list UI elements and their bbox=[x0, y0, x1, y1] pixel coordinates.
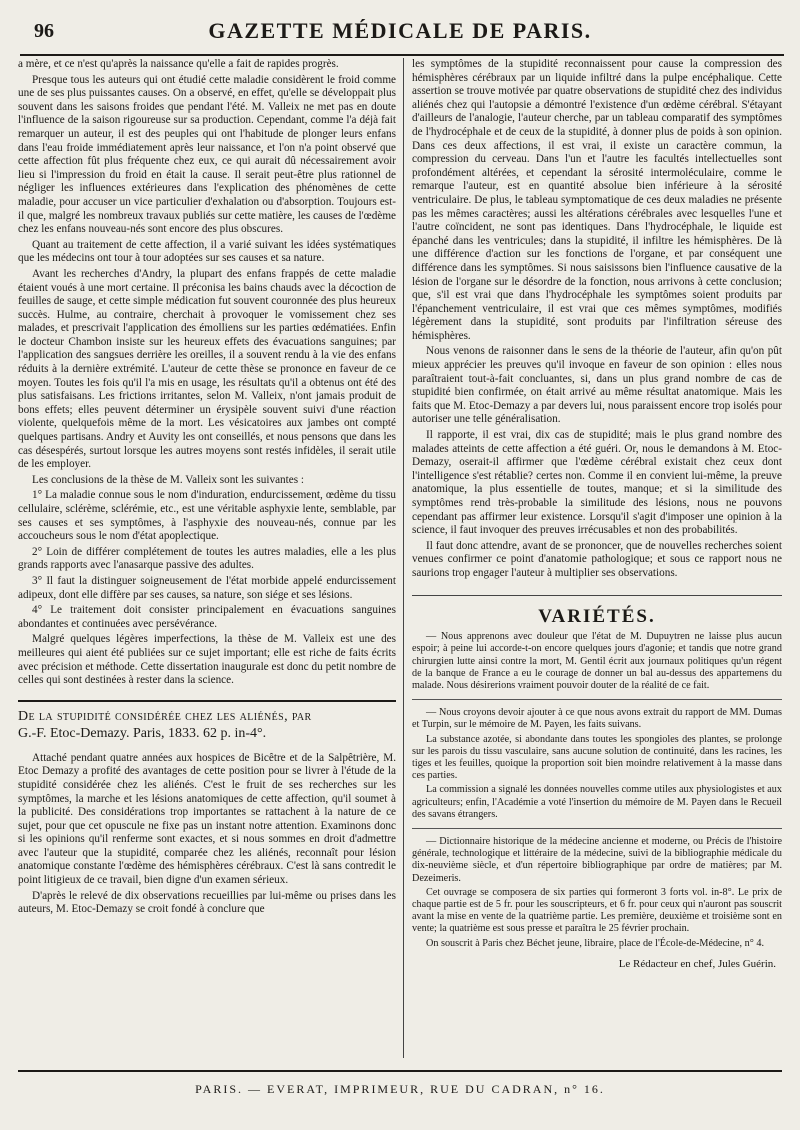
page-number: 96 bbox=[34, 20, 54, 42]
section-heading: VARIÉTÉS. bbox=[412, 595, 782, 624]
printer-imprint: PARIS. — EVERAT, IMPRIMEUR, RUE DU CADRAN, n° 16. bbox=[18, 1070, 782, 1097]
paragraph: Malgré quelques légères imperfections, la thèse de M. Valleix est une des meilleures qui aient été publiées sur ce sujet important; elle est riche de faits écrits avec précision et méthode. Cette dissertation inaugurale est donc du petit nombre de celles qui sont destinées à rester dans la science. bbox=[18, 633, 396, 687]
conclusions-list bbox=[18, 489, 396, 631]
paragraph: Nous venons de raisonner dans le sens de la théorie de l'auteur, afin qu'on pût mieux apprécier les preuves qu'il invoque en faveur de son opinion : elles nous paraîtraient tout-à-fait concluantes, si, dans un plus grand nombre de cas de stupidité bien confirmée, on était arrivé au même résultat anatomique. Mais les faits que M. Etoc-Demazy a par devers lui, nous paraissent encore trop isolés pour autoriser une telle généralisation. bbox=[412, 345, 782, 426]
news-item: — Dictionnaire historique de la médecine ancienne et moderne, ou Précis de l'histoire générale, technologique et littéraire de la médecine, suivi de la bibliographie médicale du dix-neuvième siècle, et d'un répertoire bibliographique par ordre de matières; par M. Dezeimeris. bbox=[412, 836, 782, 884]
paragraph: Avant les recherches d'Andry, la plupart des enfans frappés de cette maladie étaient voués à une mort certaine. Il préconisa les bains chauds avec la décoction de feuilles de sauge, et cette simple médication fut souvent couronnée des plus heureux succès. Hulme, au contraire, cherchait à provoquer le vomissement chez ses malades, et prescrivait l'application des émolliens sur les parties œdématiées. Enfin le docteur Chambon insiste sur les heureux effets des évacuations sanguines; par l'application des sangsues derrière les oreilles, il a souvent rendu à la vie des enfans réduits à la dernière extrémité. L'auteur de cette thèse se prononce en faveur de ce moyen. Toutes les fois qu'il l'a mis en usage, les résultats qu'il a obtenus ont été des plus satisfaisans. Les frictions irritantes, selon M. Valleix, n'ont jamais produit de bons effets; elles peuvent déterminer un érysipèle souvent suivi d'une réaction violente, quelquefois même de la mort. Les vésicatoires aux jambes ont compté quelques partisans. Andry et Auvity les ont conseillés, et nous pensons que dans les cas désespérés, surtout lorsque les autres moyens sont restés infidèles, il serait utile de les employer. bbox=[18, 267, 396, 471]
paragraph: les symptômes de la stupidité reconnaissent pour cause la compression des hémisphères cérébraux par un liquide infiltré dans la pulpe encéphalique. Cette assertion se trouve motivée par quatre observations de stupidité chez des individus aliénés chez qui l'autopsie a démontré l'existence d'un œdème cérébral. S'étayant d'ailleurs de l'analogie, l'auteur cherche, par un tableau comparatif des symptômes de l'hydrocéphale et de ceux de la stupidité, à donner plus de poids à son opinion. Dans ces deux affections, il est vrai, il existe un caractère commun, la compression du cerveau. Dans l'un et l'autre les facultés intellectuelles sont profondément altérées, et cependant la sérosité intermoléculaire, comme le remarque l'auteur, est en quantité absolue bien inférieure à la sérosité ventriculaire. De plus, le tableau symptomatique de ces deux maladies ne présente pas les mêmes caractères; aussi les altérations cérébrales avec lesquelles l'une et l'autre coïncident, ne sont pas identiques. Dans l'hydrocéphale, le liquide est épanché dans les ventricules; dans la stupidité, il infiltre les hémisphères. De là une différence d'action sur les fonctions de l'organe, et par conséquent une différence dans les symptômes. Si nous saisissons bien l'influence causative de la lésion de l'organe sur le désordre de la fonction, nous arrivons à cette conclusion; que, s'il est vrai que dans l'hydrocéphale les symptômes soient produits par l'épanchement ventriculaire, il est vrai que ces mêmes symptômes, modifiés légèrement dans la stupidité, sont produits par l'infiltration séreuse des hémisphères. bbox=[412, 58, 782, 342]
news-item: La commission a signalé les données nouvelles comme utiles aux physiologistes et aux agriculteurs; enfin, l'Académie a voté l'insertion du mémoire de M. Payen dans le Recueil des savans étrangers. bbox=[412, 784, 782, 820]
paragraph: a mère, et ce n'est qu'après la naissance qu'elle a fait de rapides progrès. bbox=[18, 58, 339, 70]
header-rule bbox=[20, 54, 784, 56]
paragraph: Les conclusions de la thèse de M. Valleix sont les suivantes : bbox=[32, 473, 304, 486]
news-item: — Nous apprenons avec douleur que l'état de M. Dupuytren ne laisse plus aucun espoir; à peine lui accorde-t-on encore quelques jours d'agonie; et tandis que notre grand chirurgien lutte ainsi contre la mort, M. Gentil écrit aux journaux politiques qu'un régent de la banque de France a eu le courage de donner un bal au-dessus des appartemens du malade. Nous désirerions vraiment pouvoir douter de la réalité de ce fait. bbox=[412, 631, 782, 691]
column-divider bbox=[403, 58, 404, 1058]
news-item: Cet ouvrage se composera de six parties qui formeront 3 forts vol. in-8°. Le prix de chaque partie est de 5 fr. pour les souscripteurs, et 6 fr. pour ceux qui n'auront pas souscrit avant la mise en vente de la quatrième partie. Les première, deuxième et troisième sont en vente; la quatrième est sous presse et paraîtra le 25 février prochain. bbox=[412, 886, 782, 935]
paragraph: Il faut donc attendre, avant de se prononcer, que de nouvelles recherches soient venues confirmer ce point d'anatomie pathologique; et sous ce rapport nous ne saurions trop engager l'auteur à multiplier ses observations. bbox=[412, 539, 782, 579]
item-separator bbox=[412, 828, 782, 829]
news-item: — Nous croyons devoir ajouter à ce que nous avons extrait du rapport de MM. Dumas et Turpin, sur le mémoire de M. Payen, les faits suivans. bbox=[412, 707, 782, 731]
conclusion-item: 2° Loin de différer complétement de toutes les autres maladies, elle a les plus grands rapports avec l'anasarque passive des adultes. bbox=[18, 545, 396, 572]
paragraph: D'après le relevé de dix observations recueillies par lui-même ou prises dans les auteurs, M. Etoc-Demazy se croit fondé à conclure que bbox=[18, 889, 396, 916]
paragraph: Attaché pendant quatre années aux hospices de Bicêtre et de la Salpêtrière, M. Etoc Demazy a profité des avantages de cette position pour se livrer à l'étude de la stupidité considérée chez les aliénés. C'est le fruit de ses recherches sur les symptômes, la marche et les lésions anatomiques de cette affection, qu'il soumet à la publicité. Des considérations trop importantes se rattachent à la nature de ce sujet, pour que cet opuscule ne fixe pas un instant notre attention. Examinons donc si les opinions qu'il renferme sont exactes, et si nous sommes en droit d'admettre avec l'auteur que la stupidité, comparée chez les aliénés, reconnaît pour lésion anatomique constante l'œdème des hémisphères cérébraux. C'est là sans contredit le point litigieux de ce travail, bien digne d'un examen sérieux. bbox=[18, 751, 396, 887]
page-header bbox=[18, 14, 782, 56]
left-column bbox=[18, 58, 396, 1058]
paragraph: Presque tous les auteurs qui ont étudié cette maladie considèrent le froid comme une de ses plus puissantes causes. On a observé, en effet, qu'elle se développait plus souvent dans les saisons froides que pendant l'été. M. Valleix ne met pas en doute l'influence de la saison rigoureuse sur sa production. Cependant, comme l'a déjà fait remarquer un auteur, il est des peuples qui ont l'habitude de plonger leurs enfans dans l'eau froide immédiatement après leur naissance, et l'on n'a point observé que cette affection fût plus fréquente chez eux, ce qui aurait dû nécessairement avoir lieu si l'impression du froid en était la cause. Il serait peut-être plus rationnel de négliger les influences extérieures dans l'explication des phénomènes de cette maladie, pour accuser un vice particulier d'exhalation ou d'absorption. Toujours est-il que, malgré les nombreux travaux publiés sur cette matière, les causes de l'œdème chez les enfans nouveau-nés sont encore des plus obscures. bbox=[18, 73, 396, 236]
book-title-line: De la stupidité considérée chez les aliénés, par bbox=[18, 708, 312, 724]
journal-title: GAZETTE MÉDICALE DE PARIS. bbox=[208, 18, 592, 43]
book-title-line: G.-F. Etoc-Demazy. Paris, 1833. 62 p. in-4°. bbox=[18, 725, 267, 741]
conclusion-item: 1° La maladie connue sous le nom d'induration, endurcissement, œdème du tissu cellulaire, sclérème, sclérémie, etc., est une véritable asphyxie lente, semblable, par ses causes et ses symptômes, à l'asphyxie des nouveau-nés, connue par les accoucheurs sous le nom d'état apoplectique. bbox=[18, 489, 396, 543]
item-separator bbox=[412, 699, 782, 700]
news-item: La substance azotée, si abondante dans toutes les spongioles des plantes, se prolonge sur les parois du tissu vasculaire, sans aucune solution de continuité, dans les racines, les tiges et les feuilles, quoique la proportion soit bien moindre relativement à la masse dans ces parties. bbox=[412, 733, 782, 782]
paragraph: Quant au traitement de cette affection, il a varié suivant les idées systématiques que les médecins ont tour à tour adoptées sur ses causes et sa nature. bbox=[18, 238, 396, 265]
right-column bbox=[412, 58, 782, 1058]
editor-signature: Le Rédacteur en chef, Jules Guérin. bbox=[618, 957, 776, 970]
news-item: On souscrit à Paris chez Béchet jeune, libraire, place de l'École-de-Médecine, n° 4. bbox=[426, 937, 764, 949]
conclusion-item: 3° Il faut la distinguer soigneusement de l'état morbide appelé endurcissement adipeux, dont elle diffère par ses causes, sa nature, son siége et ses lésions. bbox=[18, 574, 396, 601]
paragraph: Il rapporte, il est vrai, dix cas de stupidité; mais le plus grand nombre des malades atteints de cette affection a été guéri. Or, nous le demandons à M. Etoc-Demazy, oserait-il affirmer que l'œdème cérébral existait chez ceux dont l'intelligence s'est rétablie? certes non. Comme il en convient lui-même, la preuve anatomique, la plus essentielle de toutes, manque; et si la similitude des symptômes rend très-probable la similitude des lésions, nous ne pouvons cependant pas affirmer leur existence. Lorsqu'il s'agit d'imposer une opinion à la science, il faut invoquer des preuves irrécusables et non des probabilités. bbox=[412, 429, 782, 537]
conclusion-item: 4° Le traitement doit consister principalement en évacuations sanguines abondantes et continuées avec persévérance. bbox=[18, 604, 396, 630]
book-review-title bbox=[18, 700, 396, 742]
